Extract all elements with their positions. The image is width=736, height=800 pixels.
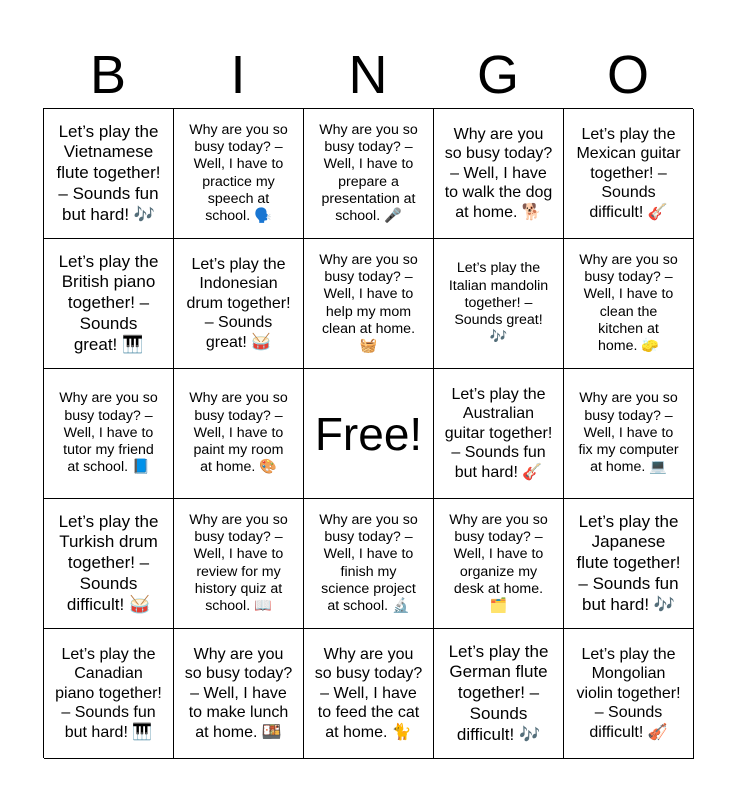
cell-text: Why are you so busy today? – Well, I have to practice my speech at school. 🗣️	[189, 121, 288, 225]
bingo-board	[43, 108, 693, 758]
bingo-header	[43, 40, 693, 110]
cell-text: Let’s play the Indonesian drum together! – Sounds great! 🥁	[186, 255, 291, 351]
cell-text: Let’s play the British piano together! – Sounds great! 🎹	[58, 251, 159, 354]
bingo-cell-r1-c4[interactable]	[434, 109, 564, 239]
cell-text: Let’s play the German flute together! – Sounds difficult! 🎶	[448, 641, 549, 744]
bingo-cell-r4-c1[interactable]	[44, 499, 174, 629]
bingo-cell-r2-c1[interactable]	[44, 239, 174, 369]
cell-text: Let’s play the Mexican guitar together! – Sounds difficult! 🎸	[576, 125, 681, 221]
bingo-cell-r3-c2[interactable]	[174, 369, 304, 499]
cell-text: Why are you so busy today? – Well, I have to prepare a presentation at school. 🎤	[319, 121, 418, 225]
bingo-cell-r1-c5[interactable]	[564, 109, 694, 239]
bingo-cell-r5-c4[interactable]	[434, 629, 564, 759]
cell-text: Let’s play the Turkish drum together! – Sounds difficult! 🥁	[58, 511, 159, 614]
bingo-cell-r2-c3[interactable]	[304, 239, 434, 369]
bingo-cell-r4-c2[interactable]	[174, 499, 304, 629]
cell-text: Why are you so busy today? – Well, I have to help my mom clean at home. 🧺	[319, 251, 418, 355]
cell-text: Why are you so busy today? – Well, I have to finish my science project at school. 🔬	[319, 511, 418, 615]
cell-text: Let’s play the Australian guitar together! – Sounds fun but hard! 🎸	[444, 385, 553, 481]
bingo-cell-r5-c1[interactable]	[44, 629, 174, 759]
header-letter-b: B	[89, 45, 127, 105]
free-space-label: Free!	[314, 407, 423, 460]
cell-text: Let’s play the Canadian piano together! – Sounds fun but hard! 🎹	[55, 645, 162, 741]
cell-text: Why are you so busy today? – Well, I have to make lunch at home. 🍱	[184, 645, 293, 741]
bingo-cell-free[interactable]	[304, 369, 434, 499]
cell-text: Why are you so busy today? – Well, I have to tutor my friend at school. 📘	[59, 390, 158, 476]
bingo-cell-r3-c5[interactable]	[564, 369, 694, 499]
bingo-cell-r1-c2[interactable]	[174, 109, 304, 239]
header-letter-o: O	[606, 45, 649, 105]
bingo-cell-r2-c4[interactable]	[434, 239, 564, 369]
header-letter-i: I	[230, 45, 246, 105]
bingo-cell-r1-c1[interactable]	[44, 109, 174, 239]
cell-text: Why are you so busy today? – Well, I have to feed the cat at home. 🐈	[314, 645, 423, 741]
cell-text: Why are you so busy today? – Well, I have to organize my desk at home. 🗂️	[449, 511, 548, 615]
bingo-cell-r2-c5[interactable]	[564, 239, 694, 369]
header-letter-g: G	[476, 45, 519, 105]
cell-text: Why are you so busy today? – Well, I have to review for my history quiz at school. 📖	[189, 511, 288, 615]
cell-text: Why are you so busy today? – Well, I have to walk the dog at home. 🐕	[444, 125, 553, 221]
bingo-cell-r5-c3[interactable]	[304, 629, 434, 759]
bingo-cell-r4-c4[interactable]	[434, 499, 564, 629]
bingo-cell-r3-c4[interactable]	[434, 369, 564, 499]
bingo-cell-r2-c2[interactable]	[174, 239, 304, 369]
cell-text: Let’s play the Vietnamese flute together! – Sounds fun but hard! 🎶	[56, 121, 161, 224]
bingo-cell-r4-c3[interactable]	[304, 499, 434, 629]
cell-text: Why are you so busy today? – Well, I have to clean the kitchen at home. 🧽	[579, 251, 678, 355]
bingo-cell-r1-c3[interactable]	[304, 109, 434, 239]
cell-text: Let’s play the Japanese flute together! – Sounds fun but hard! 🎶	[576, 511, 681, 614]
bingo-cell-r3-c1[interactable]	[44, 369, 174, 499]
bingo-cell-r5-c5[interactable]	[564, 629, 694, 759]
header-letter-n: N	[348, 45, 388, 105]
cell-text: Why are you so busy today? – Well, I have to fix my computer at home. 💻	[578, 390, 679, 476]
cell-text: Let’s play the Italian mandolin together! – Sounds great! 🎶	[448, 260, 549, 346]
cell-text: Why are you so busy today? – Well, I have to paint my room at home. 🎨	[189, 390, 288, 476]
cell-text: Let’s play the Mongolian violin together! – Sounds difficult! 🎻	[576, 645, 681, 741]
bingo-cell-r5-c2[interactable]	[174, 629, 304, 759]
bingo-cell-r4-c5[interactable]	[564, 499, 694, 629]
